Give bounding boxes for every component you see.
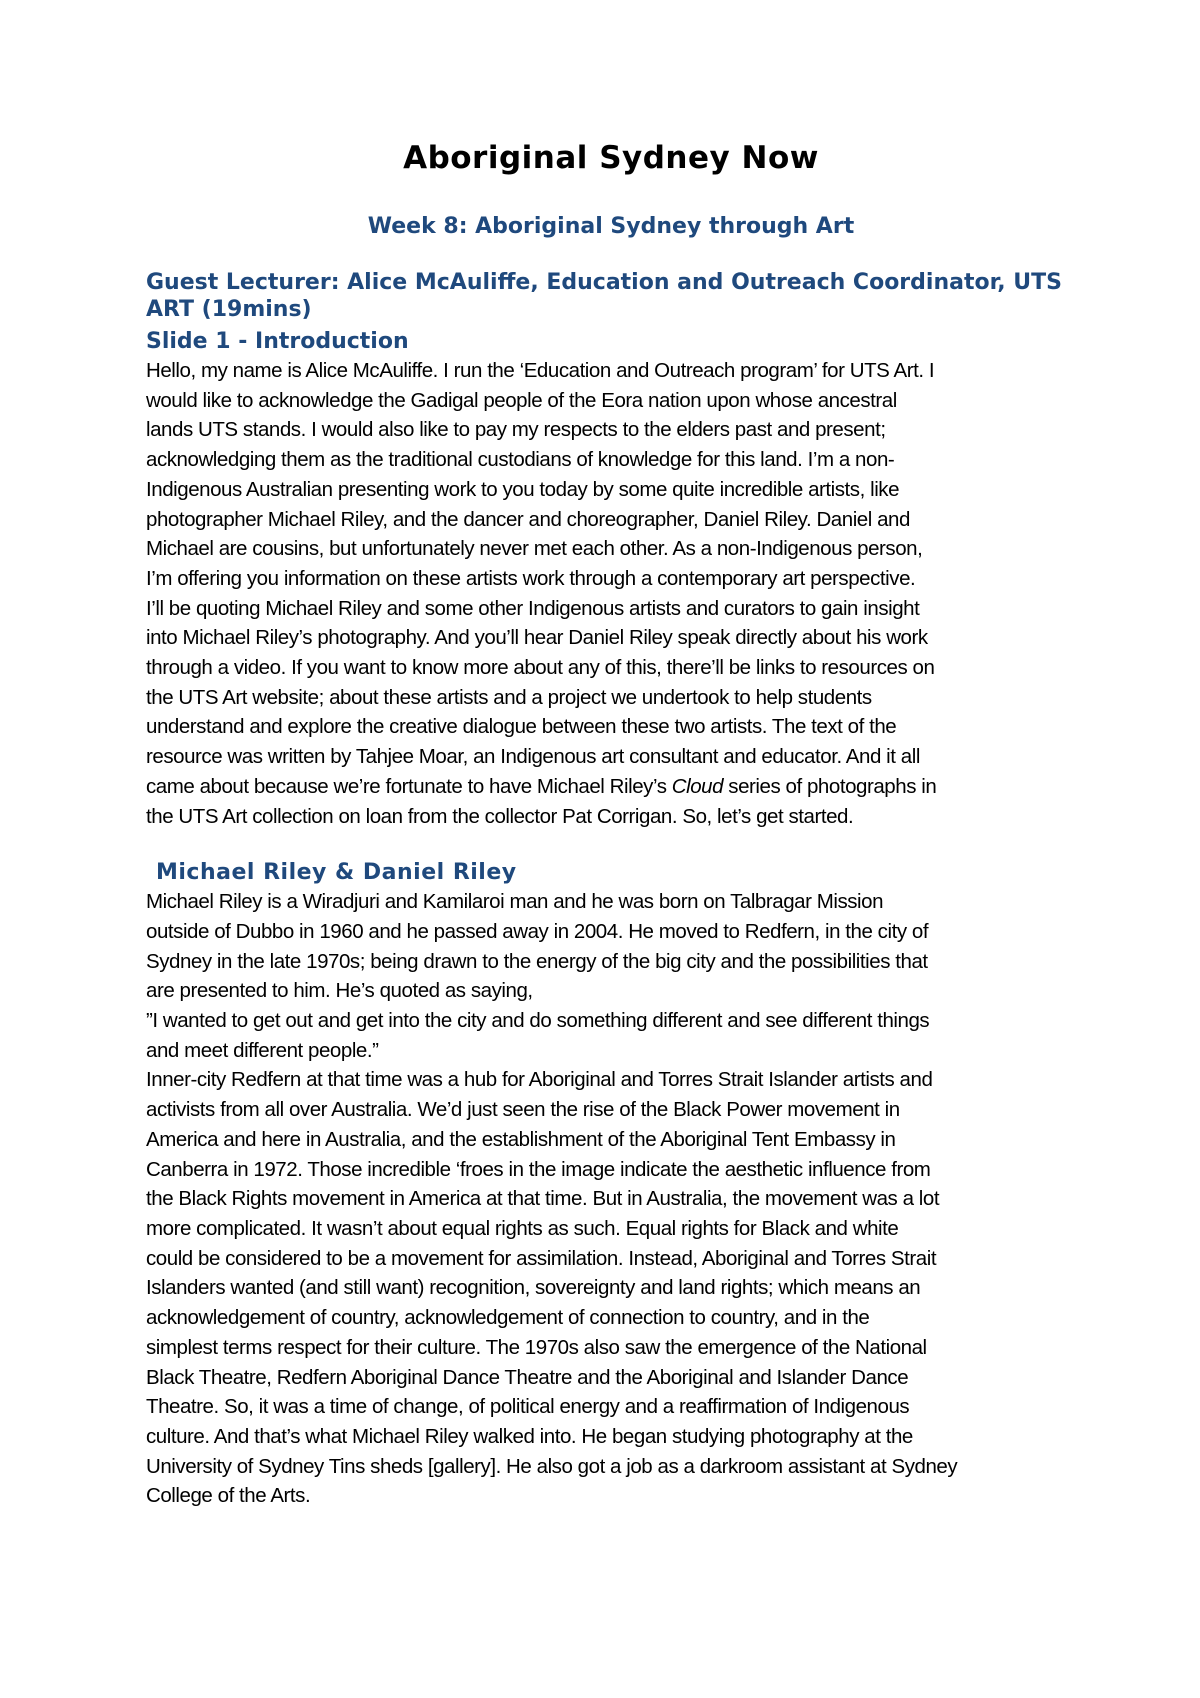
- cloud-series-title: Cloud: [671, 774, 724, 798]
- paragraph-line: understand and explore the creative dialogue between these two artists. The text of the: [146, 715, 897, 739]
- slide-1-paragraph: [146, 356, 1076, 831]
- paragraph-line: lands UTS stands. I would also like to pay my respects to the elders past and present;: [146, 418, 886, 442]
- paragraph-line: would like to acknowledge the Gadigal people of the Eora nation upon whose ancestral: [146, 388, 897, 412]
- paragraph-line: Theatre. So, it was a time of change, of political energy and a reaffirmation of Indigenous: [146, 1395, 910, 1419]
- paragraph-line: Sydney in the late 1970s; being drawn to the energy of the big city and the possibilities that: [146, 949, 928, 973]
- paragraph-line: activists from all over Australia. We’d just seen the rise of the Black Power movement in: [146, 1098, 900, 1122]
- paragraph-line: I’ll be quoting Michael Riley and some other Indigenous artists and curators to gain insight: [146, 596, 920, 620]
- paragraph-line: Black Theatre, Redfern Aboriginal Dance Theatre and the Aboriginal and Islander Dance: [146, 1365, 909, 1389]
- paragraph-line: are presented to him. He’s quoted as saying,: [146, 979, 533, 1003]
- michael-daniel-riley-heading: Michael Riley & Daniel Riley: [156, 860, 517, 886]
- quote-line: ”I wanted to get out and get into the city and do something different and see different things: [146, 1009, 930, 1033]
- paragraph-line: Inner-city Redfern at that time was a hub for Aboriginal and Torres Strait Islander artists and: [146, 1068, 933, 1092]
- paragraph-line: I’m offering you information on these artists work through a contemporary art perspective.: [146, 566, 916, 590]
- slide-1-heading: Slide 1 - Introduction: [146, 329, 409, 354]
- paragraph-line: photographer Michael Riley, and the dancer and choreographer, Daniel Riley. Daniel and: [146, 507, 910, 531]
- heading-line: Guest Lecturer: Alice McAuliffe, Education and Outreach Coordinator, UTS: [146, 270, 1062, 295]
- paragraph-line: simplest terms respect for their culture. The 1970s also saw the emergence of the National: [146, 1335, 927, 1359]
- paragraph-line: America and here in Australia, and the establishment of the Aboriginal Tent Embassy in: [146, 1127, 896, 1151]
- heading-line: ART (19mins): [146, 297, 312, 322]
- paragraph-line: could be considered to be a movement for assimilation. Instead, Aboriginal and Torres Strait: [146, 1246, 937, 1270]
- paragraph-line: the Black Rights movement in America at that time. But in Australia, the movement was a lot: [146, 1187, 940, 1211]
- paragraph-line: culture. And that’s what Michael Riley walked into. He began studying photography at the: [146, 1424, 913, 1448]
- quote-line: and meet different people.”: [146, 1038, 379, 1062]
- paragraph-line: the UTS Art collection on loan from the collector Pat Corrigan. So, let’s get started.: [146, 804, 854, 828]
- paragraph-line: acknowledgement of country, acknowledgement of connection to country, and in the: [146, 1306, 870, 1330]
- paragraph-line: the UTS Art website; about these artists and a project we undertook to help students: [146, 685, 872, 709]
- paragraph-line: resource was written by Tahjee Moar, an Indigenous art consultant and educator. And it all: [146, 745, 920, 769]
- paragraph-line: into Michael Riley’s photography. And you’ll hear Daniel Riley speak directly about his work: [146, 626, 928, 650]
- paragraph-line: Michael Riley is a Wiradjuri and Kamilaroi man and he was born on Talbragar Mission: [146, 890, 884, 914]
- paragraph-line: Hello, my name is Alice McAuliffe. I run the ‘Education and Outreach program’ for UTS Art. I: [146, 359, 935, 382]
- paragraph-line: acknowledging them as the traditional custodians of knowledge for this land. I’m a non-: [146, 448, 895, 472]
- riley-paragraph: [146, 887, 1076, 1511]
- paragraph-line: Indigenous Australian presenting work to you today by some quite incredible artists, like: [146, 477, 900, 501]
- guest-lecturer-heading: [146, 269, 1076, 323]
- paragraph-line: Islanders wanted (and still want) recognition, sovereignty and land rights; which means an: [146, 1276, 921, 1300]
- line-text-before: came about because we’re fortunate to have Michael Riley’s: [146, 774, 672, 798]
- line-text-after: series of photographs in: [723, 774, 937, 798]
- document-page: [146, 140, 1076, 1511]
- paragraph-line: Michael are cousins, but unfortunately never met each other. As a non-Indigenous person,: [146, 537, 923, 561]
- paragraph-line: through a video. If you want to know more about any of this, there’ll be links to resources on: [146, 656, 935, 680]
- document-title: Aboriginal Sydney Now: [403, 140, 819, 176]
- document-subtitle: Week 8: Aboriginal Sydney through Art: [367, 214, 855, 239]
- paragraph-line: Canberra in 1972. Those incredible ‘froes in the image indicate the aesthetic influence from: [146, 1157, 931, 1181]
- paragraph-line: University of Sydney Tins sheds [gallery]. He also got a job as a darkroom assistant at Sydney: [146, 1454, 958, 1478]
- paragraph-line: College of the Arts.: [146, 1484, 311, 1508]
- paragraph-line: more complicated. It wasn’t about equal rights as such. Equal rights for Black and white: [146, 1216, 899, 1240]
- paragraph-line: outside of Dubbo in 1960 and he passed away in 2004. He moved to Redfern, in the city of: [146, 919, 929, 943]
- paragraph-line-with-italic: [146, 772, 1076, 802]
